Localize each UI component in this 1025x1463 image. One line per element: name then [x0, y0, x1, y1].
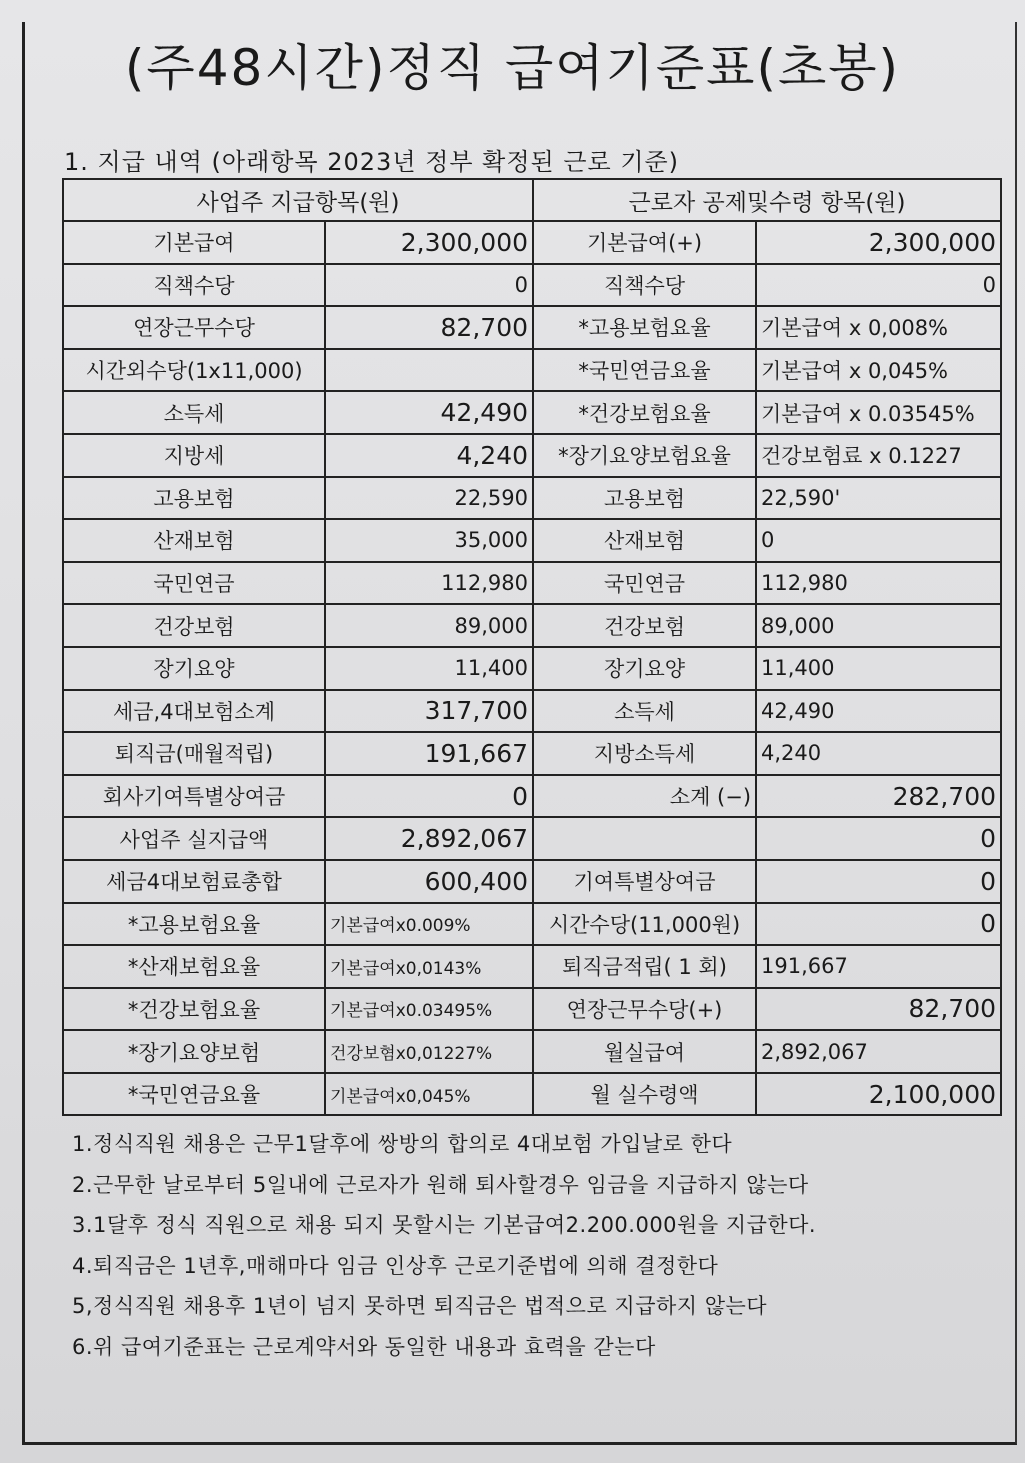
note-item: 1.정식직원 채용은 근무1달후에 쌍방의 합의로 4대보험 가입날로 한다 — [72, 1132, 733, 1156]
employee-amount: 282,700 — [756, 775, 1001, 818]
employee-item: 소계 (−) — [533, 775, 756, 818]
employer-item: *건강보험요율 — [63, 988, 325, 1031]
employer-amount: 600,400 — [325, 860, 533, 903]
table-row — [63, 349, 1001, 392]
employer-item: 소득세 — [63, 391, 325, 434]
section-heading: 1. 지급 내역 (아래항목 2023년 정부 확정된 근로 기준) — [64, 148, 680, 176]
note-item: 5,정식직원 채용후 1년이 넘지 못하면 퇴직금은 법적으로 지급하지 않는다 — [72, 1294, 768, 1318]
employer-amount: 0 — [325, 264, 533, 307]
employee-amount: 2,892,067 — [756, 1030, 1001, 1073]
employer-item: *국민연금요율 — [63, 1073, 325, 1116]
note-item: 3.1달후 정식 직원으로 채용 되지 못할시는 기본급여2.200.000원을 지급한다. — [72, 1213, 817, 1237]
employer-amount: 기본급여x0.03495% — [325, 988, 533, 1031]
employer-amount: 2,300,000 — [325, 221, 533, 264]
employee-item: 월실급여 — [533, 1030, 756, 1073]
employer-item: 사업주 실지급액 — [63, 817, 325, 860]
table-row — [63, 988, 1001, 1031]
employer-header: 사업주 지급항목(원) — [63, 179, 533, 221]
employee-amount: 기본급여 x 0.03545% — [756, 391, 1001, 434]
employee-item: 기여특별상여금 — [533, 860, 756, 903]
table-row — [63, 604, 1001, 647]
employee-amount: 2,100,000 — [756, 1073, 1001, 1116]
table-row — [63, 1073, 1001, 1116]
employer-item: *고용보험요율 — [63, 903, 325, 946]
employee-item: 소득세 — [533, 690, 756, 733]
table-row — [63, 519, 1001, 562]
employer-amount: 기본급여x0,0143% — [325, 945, 533, 988]
employer-amount: 기본급여x0.009% — [325, 903, 533, 946]
employee-amount: 11,400 — [756, 647, 1001, 690]
employee-item: 국민연금 — [533, 562, 756, 605]
employer-amount: 22,590 — [325, 477, 533, 520]
employer-amount — [325, 349, 533, 392]
employee-amount: 191,667 — [756, 945, 1001, 988]
employer-amount: 기본급여x0,045% — [325, 1073, 533, 1116]
employee-amount: 0 — [756, 860, 1001, 903]
employer-amount: 317,700 — [325, 690, 533, 733]
employer-item: 고용보험 — [63, 477, 325, 520]
notes-list — [72, 1124, 992, 1367]
employee-item: 직책수당 — [533, 264, 756, 307]
employee-amount: 건강보험료 x 0.1227 — [756, 434, 1001, 477]
employee-item: 월 실수령액 — [533, 1073, 756, 1116]
salary-table — [62, 178, 1002, 1116]
employer-amount: 89,000 — [325, 604, 533, 647]
employer-item: 기본급여 — [63, 221, 325, 264]
employee-amount: 기본급여 x 0,045% — [756, 349, 1001, 392]
page-title: (주48시간)정직 급여기준표(초봉) — [124, 39, 901, 97]
employee-amount: 82,700 — [756, 988, 1001, 1031]
employee-item: *고용보험요율 — [533, 306, 756, 349]
employee-item: 지방소득세 — [533, 732, 756, 775]
employee-item: 퇴직금적립( 1 회) — [533, 945, 756, 988]
employee-amount: 4,240 — [756, 732, 1001, 775]
employee-amount: 0 — [756, 903, 1001, 946]
employer-item: *장기요양보험 — [63, 1030, 325, 1073]
employee-item: *건강보험요율 — [533, 391, 756, 434]
employee-item: 건강보험 — [533, 604, 756, 647]
employee-item — [533, 817, 756, 860]
table-row — [63, 562, 1001, 605]
employer-item: 산재보험 — [63, 519, 325, 562]
employee-header: 근로자 공제및수령 항목(원) — [533, 179, 1001, 221]
employer-amount: 35,000 — [325, 519, 533, 562]
table-row — [63, 775, 1001, 818]
table-row — [63, 945, 1001, 988]
employer-item: 국민연금 — [63, 562, 325, 605]
employee-item: 시간수당(11,000원) — [533, 903, 756, 946]
note-item: 4.퇴직금은 1년후,매해마다 임금 인상후 근로기준법에 의해 결정한다 — [72, 1253, 719, 1278]
employer-item: 건강보험 — [63, 604, 325, 647]
employee-amount: 기본급여 x 0,008% — [756, 306, 1001, 349]
employee-amount: 112,980 — [756, 562, 1001, 605]
employee-item: *장기요양보험요율 — [533, 434, 756, 477]
table-row — [63, 903, 1001, 946]
employee-amount: 0 — [756, 519, 1001, 562]
employer-item: 세금4대보험료총합 — [63, 860, 325, 903]
table-row — [63, 690, 1001, 733]
employee-amount: 0 — [756, 264, 1001, 307]
employee-amount: 89,000 — [756, 604, 1001, 647]
employer-amount: 11,400 — [325, 647, 533, 690]
employer-item: 시간외수당(1x11,000) — [63, 349, 325, 392]
employee-item: 장기요양 — [533, 647, 756, 690]
table-header-row — [63, 179, 1001, 221]
employee-amount: 2,300,000 — [756, 221, 1001, 264]
table-row — [63, 647, 1001, 690]
employer-item: 직책수당 — [63, 264, 325, 307]
table-row — [63, 860, 1001, 903]
employer-item: 장기요양 — [63, 647, 325, 690]
employer-amount: 건강보혐x0,01227% — [325, 1030, 533, 1073]
note-item: 6.위 급여기준표는 근로계약서와 동일한 내용과 효력을 갇는다 — [72, 1334, 656, 1359]
employer-item: 연장근무수당 — [63, 306, 325, 349]
employer-amount: 191,667 — [325, 732, 533, 775]
table-row — [63, 306, 1001, 349]
employer-item: 퇴직금(매월적립) — [63, 732, 325, 775]
employee-amount: 42,490 — [756, 690, 1001, 733]
employer-item: 회사기여특별상여금 — [63, 775, 325, 818]
employer-amount: 42,490 — [325, 391, 533, 434]
employer-amount: 112,980 — [325, 562, 533, 605]
employee-item: 고용보험 — [533, 477, 756, 520]
employer-amount: 4,240 — [325, 434, 533, 477]
employee-item: 연장근무수당(+) — [533, 988, 756, 1031]
employee-item: *국민연금요율 — [533, 349, 756, 392]
employee-item: 산재보험 — [533, 519, 756, 562]
table-row — [63, 732, 1001, 775]
employee-item: 기본급여(+) — [533, 221, 756, 264]
employer-item: 세금,4대보험소계 — [63, 690, 325, 733]
employer-amount: 2,892,067 — [325, 817, 533, 860]
table-row — [63, 391, 1001, 434]
employer-item: *산재보험요율 — [63, 945, 325, 988]
employee-amount: 22,590' — [756, 477, 1001, 520]
employer-amount: 82,700 — [325, 306, 533, 349]
note-item: 2.근무한 날로부터 5일내에 근로자가 원해 퇴사할경우 임금을 지급하지 않는다 — [72, 1172, 809, 1197]
table-row — [63, 817, 1001, 860]
table-row — [63, 264, 1001, 307]
employer-item: 지방세 — [63, 434, 325, 477]
table-row — [63, 221, 1001, 264]
table-row — [63, 1030, 1001, 1073]
employer-amount: 0 — [325, 775, 533, 818]
table-row — [63, 434, 1001, 477]
table-row — [63, 477, 1001, 520]
employee-amount: 0 — [756, 817, 1001, 860]
